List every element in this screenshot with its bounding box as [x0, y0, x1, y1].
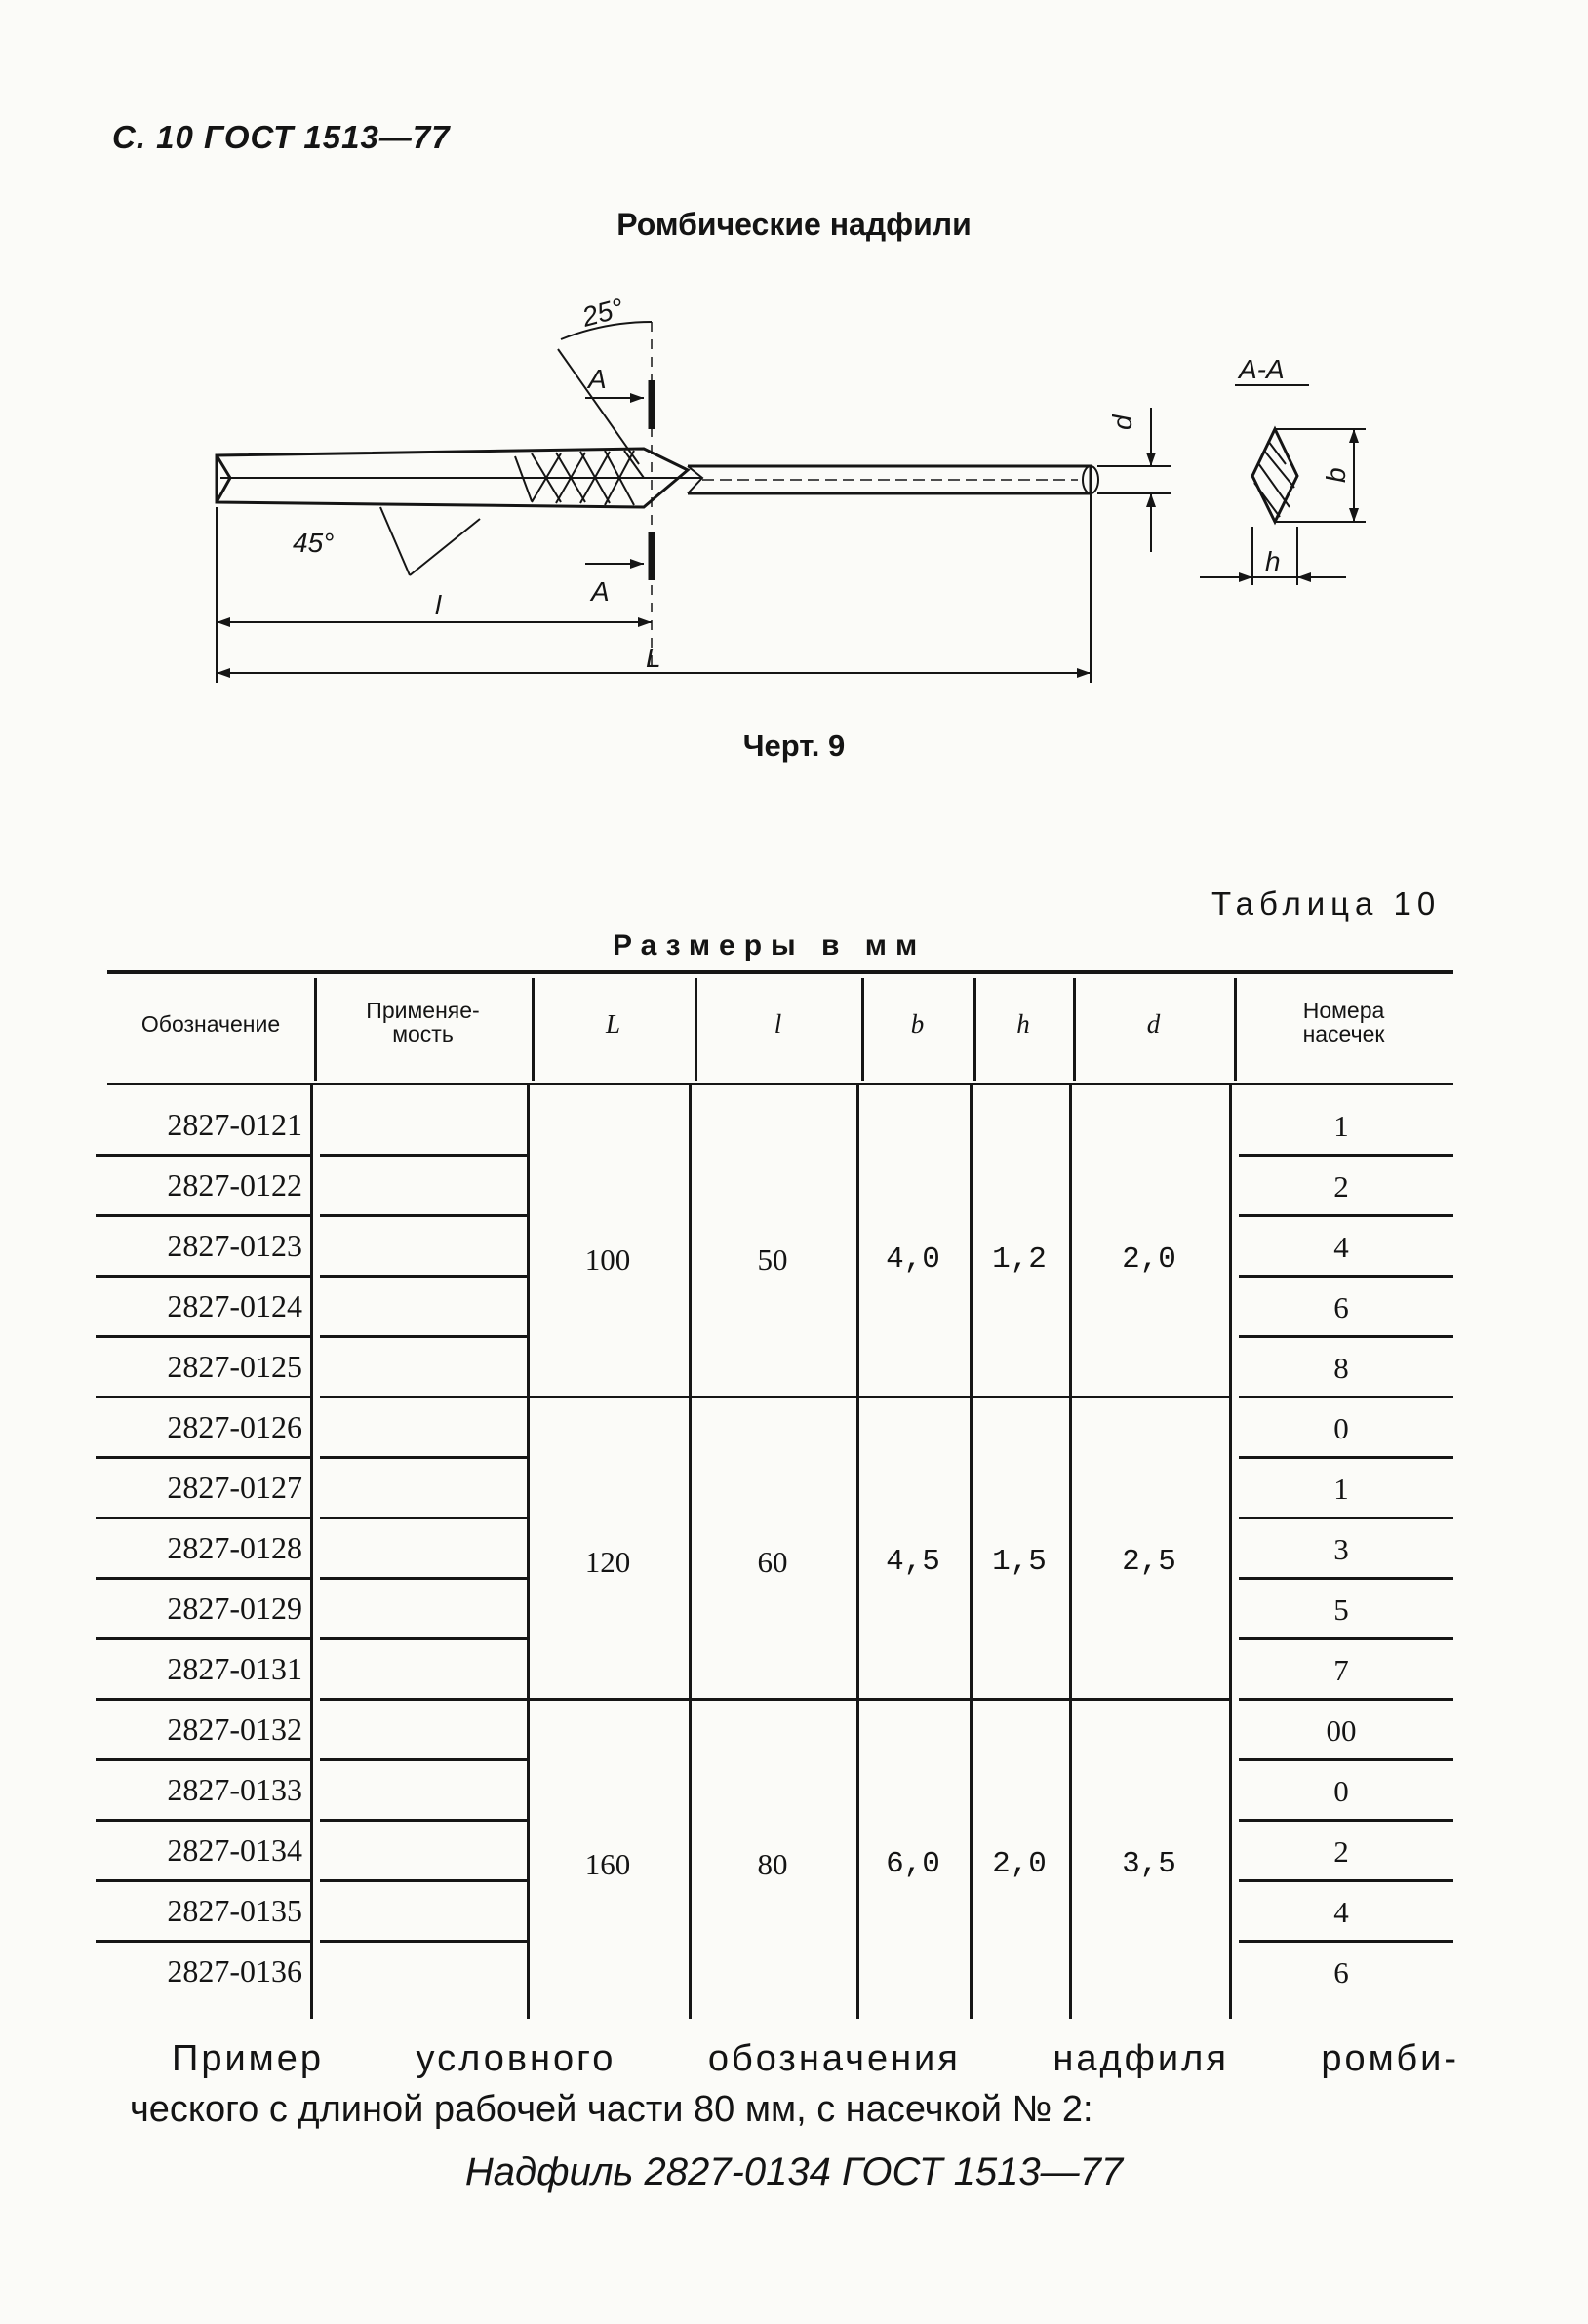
- designation-cell: 2827-0136: [167, 1953, 302, 1989]
- group-2-d-value: 2,5: [1122, 1544, 1176, 1579]
- group-2-h-value: 1,5: [992, 1544, 1047, 1579]
- designation-cell: 2827-0125: [167, 1349, 302, 1384]
- group-1-b-value: 4,0: [886, 1241, 940, 1277]
- header-h: h: [1016, 1009, 1030, 1039]
- header-designation: Обозначение: [140, 1011, 281, 1037]
- cut-number-cell: 1: [1333, 1109, 1349, 1143]
- group-2-b-value: 4,5: [886, 1544, 940, 1579]
- b-label: b: [1321, 467, 1351, 483]
- group-1-L-value: 100: [584, 1241, 631, 1277]
- example-line-2: ческого с длиной рабочей части 80 мм, с насечкой № 2:: [130, 2089, 1093, 2130]
- designation-cell: 2827-0131: [167, 1651, 302, 1686]
- cut-number-cell: 00: [1326, 1713, 1357, 1748]
- cut-number-cell: 3: [1333, 1532, 1349, 1566]
- designation-cell: 2827-0121: [167, 1107, 302, 1142]
- group-3-h-value: 2,0: [992, 1846, 1047, 1881]
- cut-number-cell: 6: [1333, 1290, 1349, 1324]
- group-3-L-value: 160: [584, 1846, 631, 1881]
- designation-cell: 2827-0126: [167, 1409, 302, 1444]
- d-label: d: [1107, 414, 1137, 430]
- designation-cell: 2827-0135: [167, 1893, 302, 1928]
- designation-cell: 2827-0127: [167, 1470, 302, 1505]
- cut-number-cell: 4: [1333, 1895, 1349, 1929]
- length-L-label: L: [646, 643, 661, 673]
- example-line-1: Пример условного обозначения надфиля ромби-: [172, 2038, 1459, 2079]
- cut-number-cell: 2: [1333, 1169, 1349, 1203]
- group-2-l-value: 60: [757, 1544, 788, 1579]
- group-2-L-value: 120: [584, 1544, 631, 1579]
- cut-number-cell: 2: [1333, 1834, 1349, 1869]
- group-1-d-value: 2,0: [1122, 1241, 1176, 1277]
- designation-cell: 2827-0123: [167, 1228, 302, 1263]
- designation-cell: 2827-0133: [167, 1772, 302, 1807]
- header-b: b: [910, 1009, 925, 1039]
- designation-cell: 2827-0122: [167, 1167, 302, 1202]
- cut-number-cell: 1: [1333, 1472, 1349, 1506]
- group-1-l-value: 50: [757, 1241, 788, 1277]
- cut-number-cell: 7: [1333, 1653, 1349, 1687]
- cut-number-cell: 0: [1333, 1411, 1349, 1445]
- h-label: h: [1265, 546, 1281, 576]
- group-3-d-value: 3,5: [1122, 1846, 1176, 1881]
- cut-number-cell: 8: [1333, 1351, 1349, 1385]
- dimensions-table: [107, 970, 1453, 2029]
- group-1-h-value: 1,2: [992, 1241, 1047, 1277]
- section-title: Ромбические надфили: [616, 207, 972, 242]
- section-a-top-label: A: [588, 364, 607, 394]
- drawing-figure-9: [0, 273, 1588, 722]
- designation-cell: 2827-0132: [167, 1712, 302, 1747]
- angle-25-label: 25°: [578, 292, 627, 333]
- example-designation: Надфиль 2827-0134 ГОСТ 1513—77: [464, 2150, 1124, 2193]
- example-paragraph: [130, 2033, 1459, 2135]
- cut-number-cell: 5: [1333, 1593, 1349, 1627]
- table-label: Таблица 10: [1211, 886, 1442, 922]
- header-L: L: [605, 1009, 621, 1039]
- designation-cell: 2827-0128: [167, 1530, 302, 1565]
- group-3-l-value: 80: [757, 1846, 788, 1881]
- section-a-bottom-label: A: [591, 576, 610, 607]
- page-header: С. 10 ГОСТ 1513—77: [112, 119, 451, 155]
- units-label: Размеры в мм: [613, 929, 927, 962]
- header-cut-numbers: Номера насечек: [1302, 998, 1385, 1046]
- header-d: d: [1146, 1009, 1161, 1039]
- length-l-label: l: [435, 590, 442, 620]
- figure-caption: Черт. 9: [742, 729, 846, 763]
- header-l: l: [774, 1009, 782, 1039]
- cut-number-cell: 4: [1333, 1230, 1349, 1264]
- designation-cell: 2827-0134: [167, 1832, 302, 1868]
- section-aa-label: A-A: [1239, 354, 1285, 384]
- angle-45-label: 45°: [293, 528, 335, 558]
- designation-cell: 2827-0124: [167, 1288, 302, 1323]
- cut-number-cell: 6: [1333, 1955, 1349, 1989]
- header-applicability: Применяе- мость: [366, 998, 480, 1046]
- section-rhombus: [1252, 429, 1297, 522]
- designation-cell: 2827-0129: [167, 1591, 302, 1626]
- cut-number-cell: 0: [1333, 1774, 1349, 1808]
- group-3-b-value: 6,0: [886, 1846, 940, 1881]
